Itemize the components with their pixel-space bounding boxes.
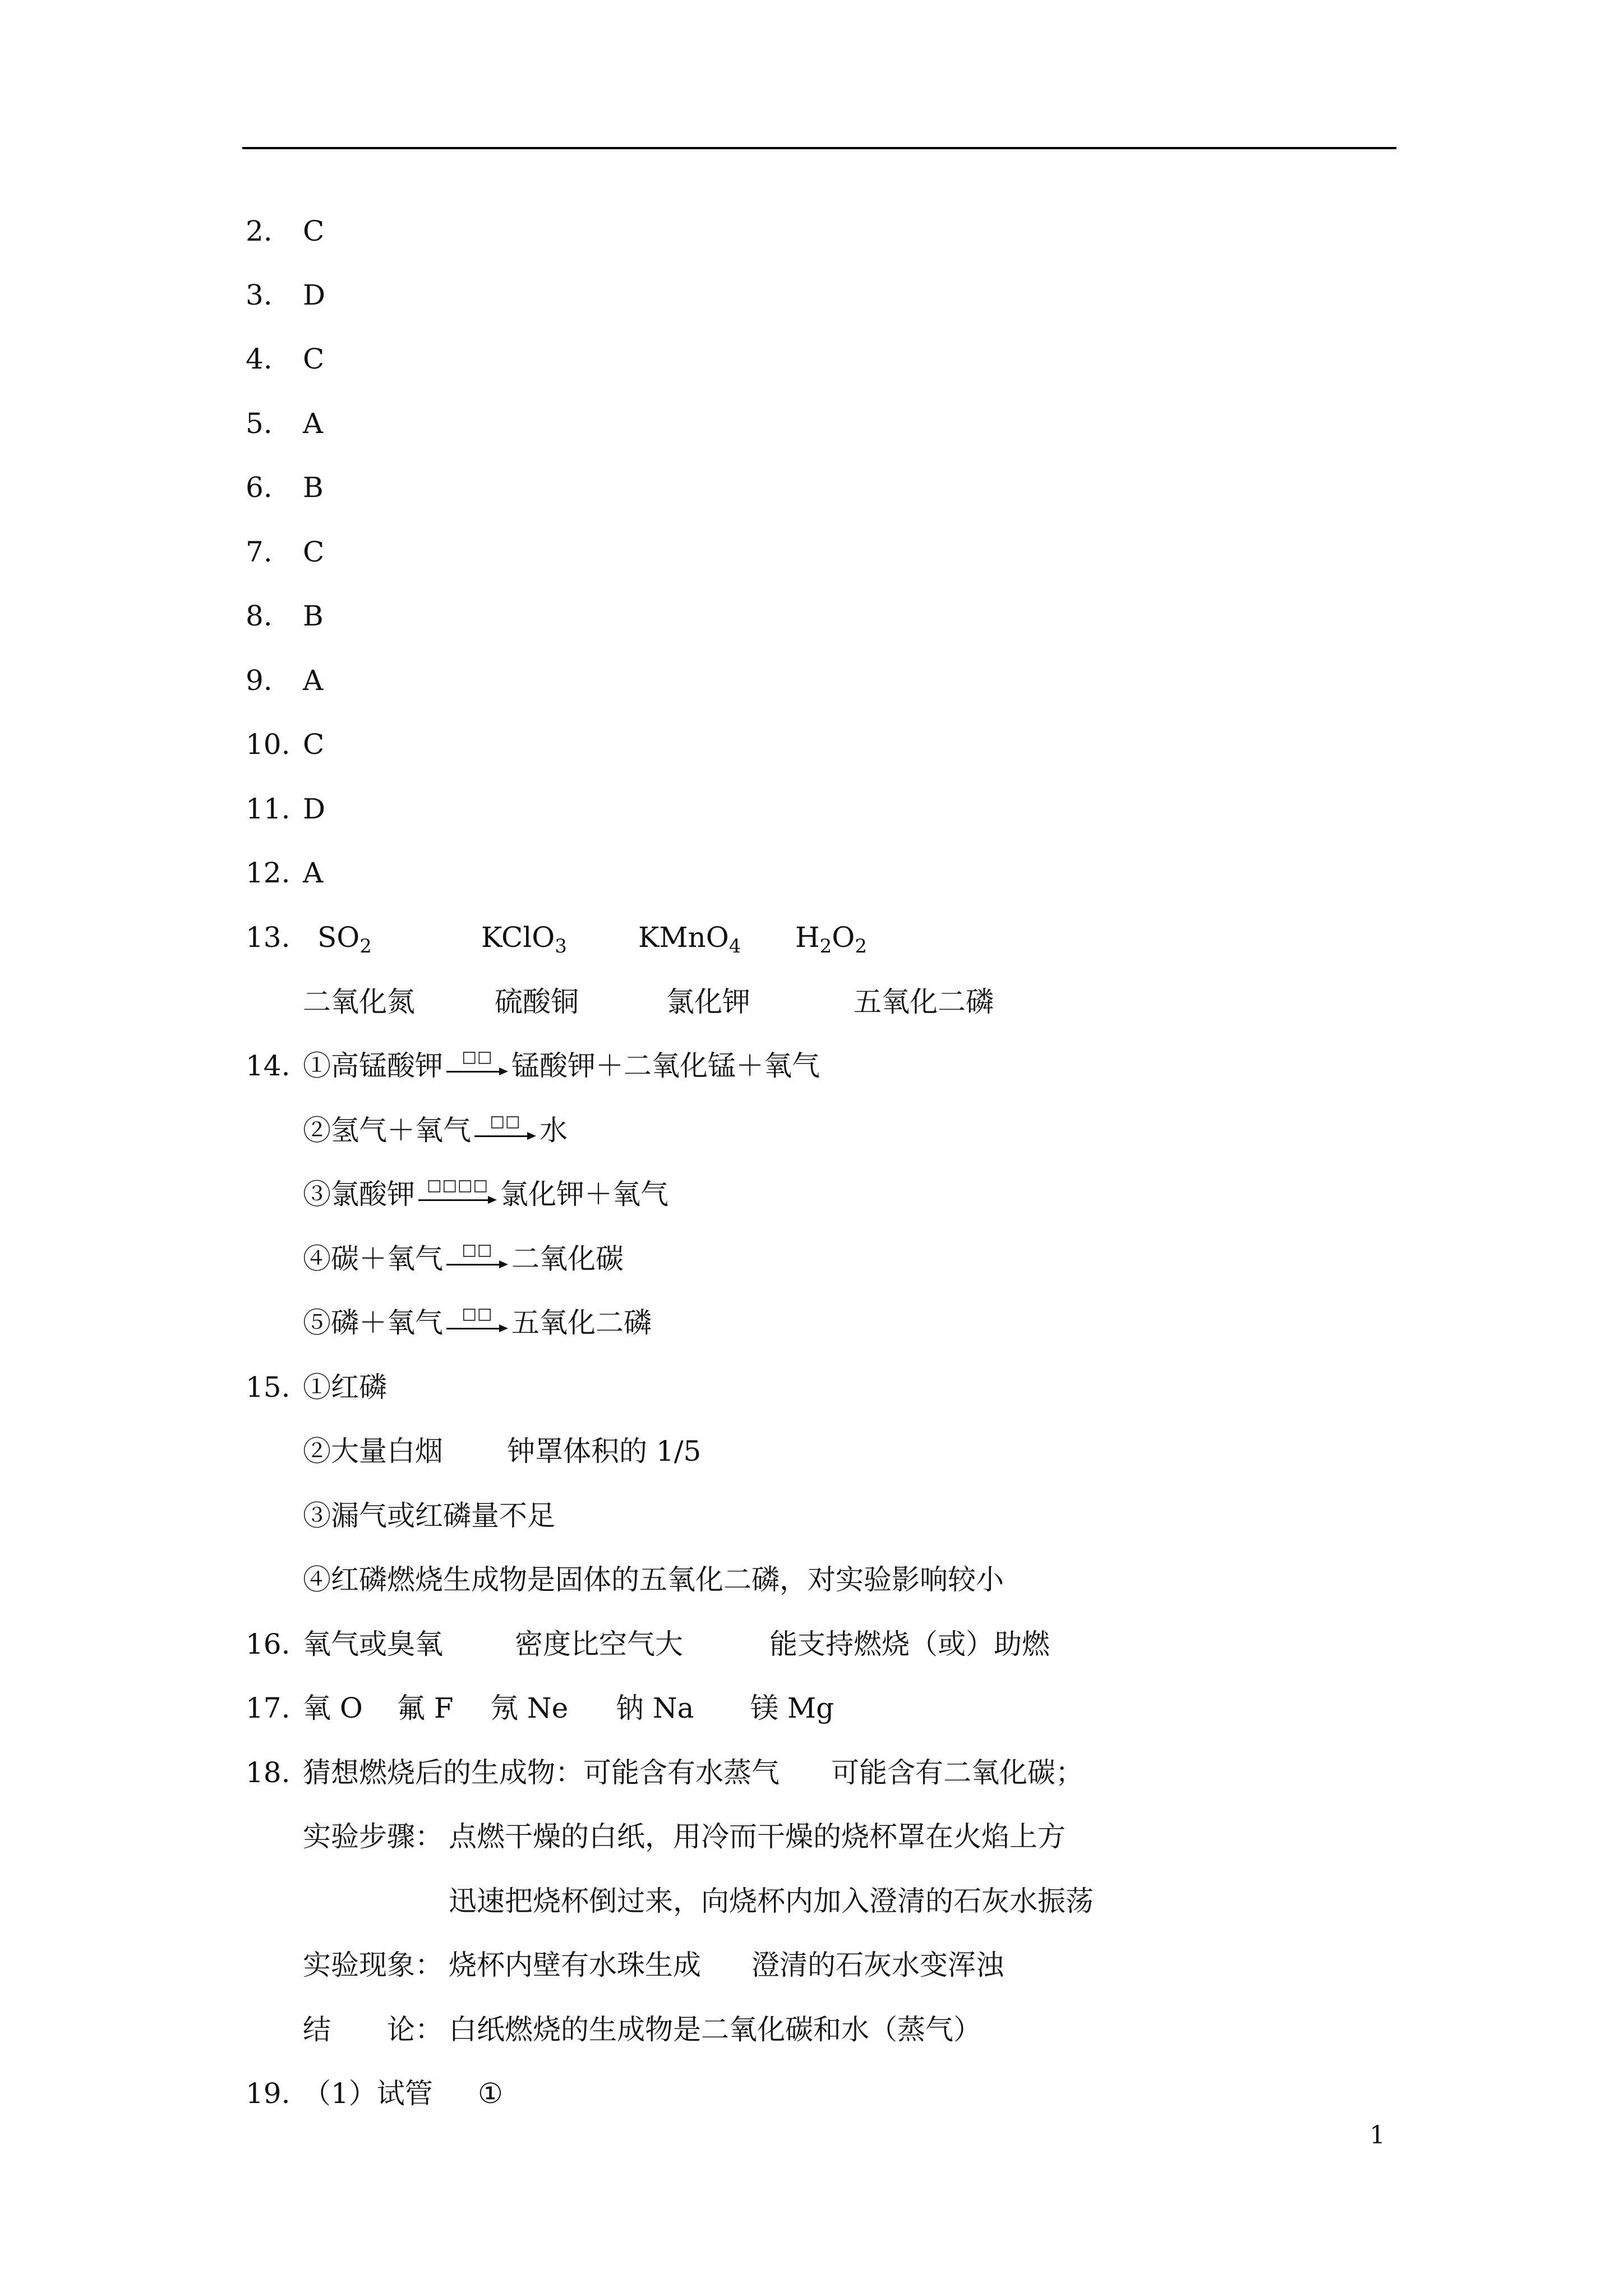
formula: KClO$_3$ [481,921,567,958]
question-number: 13. [246,921,291,954]
question-number: 3. [246,279,273,311]
question-number: 16. [246,1628,291,1660]
answer-letter: B [303,600,324,632]
answer-letter: C [303,215,325,247]
label: 实验现象： [303,1949,443,1981]
page-number: 1 [1370,2121,1385,2150]
answer-letter: A [303,857,324,889]
formula: $SO_2$ [317,921,372,958]
answer-letter: C [303,536,325,568]
question-number: 7. [246,536,273,568]
reaction-arrow-icon [446,1304,508,1339]
question-number: 17. [246,1692,291,1724]
question-number: 15. [246,1371,291,1404]
question-number: 10. [246,728,291,761]
element-symbol: 氖 Ne [490,1692,569,1724]
answer-text: 能支持燃烧（或）助燃 [769,1628,1050,1660]
question-number: 19. [246,2077,291,2110]
question-number: 6. [246,471,273,504]
reactants: ⑤磷＋氧气 [303,1306,443,1339]
reaction-condition: □□□□ [427,1176,488,1194]
reactants: ①高锰酸钾 [303,1050,443,1082]
answer-text: 钟罩体积的 1/5 [507,1435,702,1467]
question-number: 18. [246,1756,291,1789]
question-number: 4. [246,343,273,375]
header-rule [242,147,1396,149]
reaction-condition: □□ [462,1304,493,1323]
answer-text: 烧杯内壁有水珠生成 [449,1949,701,1981]
reaction [303,1306,652,1340]
reaction-arrow-icon [446,1047,508,1082]
formula: $H_2O_2$ [795,921,867,958]
formula: KMnO$_4$ [638,921,741,958]
reactants: ②氢气＋氧气 [303,1114,471,1147]
reaction-condition: □□ [462,1240,493,1259]
reaction-arrow-icon [418,1176,497,1211]
reaction-condition: □□ [462,1047,493,1066]
answer-text: ②大量白烟 [303,1435,443,1467]
answer-letter: C [303,728,325,761]
question-number: 11. [246,793,291,825]
reactants: ④碳＋氧气 [303,1243,443,1275]
answer-text: 可能含有二氧化碳； [831,1756,1083,1789]
answer-text: ①红磷 [303,1371,387,1404]
reaction [303,1114,568,1147]
answer-text: （1）试管 [303,2077,433,2110]
answer-letter: B [303,471,324,504]
compound-name: 硫酸铜 [495,986,579,1018]
products: 锰酸钾＋二氧化锰＋氧气 [511,1050,820,1082]
label: 结 论： [303,2013,443,2046]
reaction-arrow-icon [474,1112,536,1147]
element-symbol: 氟 F [397,1692,454,1724]
answer-text: 白纸燃烧的生成物是二氧化碳和水（蒸气） [449,2013,981,2046]
reaction [303,1049,820,1083]
element-symbol: 氧 O [303,1692,363,1724]
answer-text: 密度比空气大 [515,1628,683,1660]
answer-letter: D [303,793,326,825]
element-symbol: 钠 Na [616,1692,694,1724]
reaction [303,1242,624,1276]
compound-name: 氯化钾 [666,986,750,1018]
compound-name: 五氧化二磷 [854,986,994,1018]
label: 实验步骤： [303,1820,443,1853]
question-number: 8. [246,600,273,632]
answer-text: 氧气或臭氧 [303,1628,443,1660]
reaction-arrow-icon [446,1240,508,1275]
products: 氯化钾＋氧气 [500,1178,668,1211]
answer-text: 澄清的石灰水变浑浊 [751,1949,1004,1981]
question-number: 14. [246,1050,291,1082]
answer-text: ④红磷燃烧生成物是固体的五氧化二磷，对实验影响较小 [303,1563,1004,1596]
answer-text: ① [478,2077,503,2110]
products: 水 [540,1114,568,1147]
reaction-condition: □□ [490,1112,521,1130]
products: 二氧化碳 [511,1243,624,1275]
question-number: 12. [246,857,291,889]
reaction [303,1177,668,1211]
element-symbol: 镁 Mg [750,1692,834,1724]
question-number: 9. [246,664,273,697]
answer-text: 点燃干燥的白纸，用冷而干燥的烧杯罩在火焰上方 [449,1820,1066,1853]
answer-letter: D [303,279,326,311]
answer-letter: A [303,664,324,697]
answer-text: ③漏气或红磷量不足 [303,1499,555,1532]
answer-text: 迅速把烧杯倒过来，向烧杯内加入澄清的石灰水振荡 [449,1885,1094,1917]
answer-text: 猜想燃烧后的生成物：可能含有水蒸气 [303,1756,780,1789]
question-number: 5. [246,407,273,440]
answer-letter: C [303,343,325,375]
compound-name: 二氧化氮 [303,986,415,1018]
answer-letter: A [303,407,324,440]
question-number: 2. [246,215,273,247]
products: 五氧化二磷 [511,1306,652,1339]
reactants: ③氯酸钾 [303,1178,415,1211]
